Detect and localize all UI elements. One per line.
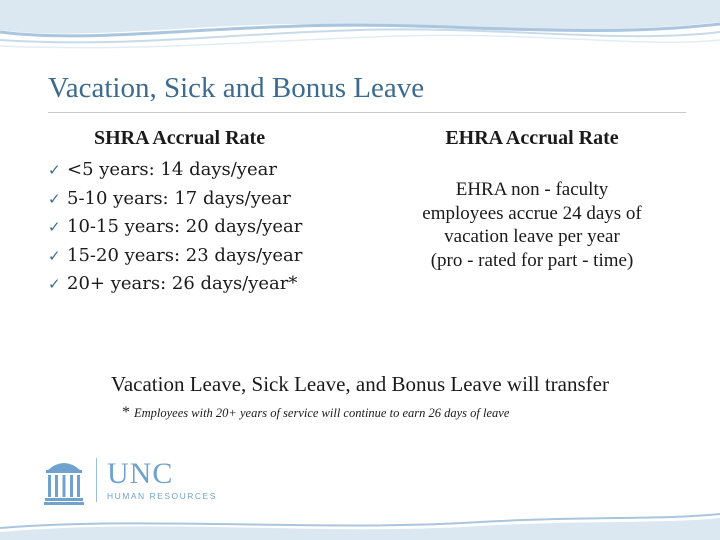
footnote-text: Employees with 20+ years of service will continue to earn 26 days of leave — [134, 406, 510, 420]
shra-accrual-list — [48, 156, 368, 299]
ehra-description — [382, 178, 682, 272]
list-item-text: 15-20 years: 23 days/year — [67, 244, 303, 266]
list-item — [48, 156, 368, 185]
logo-name: UNC — [107, 457, 174, 490]
shra-heading: SHRA Accrual Rate — [94, 127, 266, 149]
checkmark-icon: ✓ — [48, 246, 61, 265]
ehra-description-line: vacation leave per year — [444, 226, 620, 247]
logo-wordmark — [107, 458, 217, 502]
list-item — [48, 185, 368, 214]
checkmark-icon: ✓ — [48, 275, 61, 293]
list-item-text: 10-15 years: 20 days/year — [67, 216, 303, 237]
list-item-text: 20+ years: 26 days/year* — [67, 273, 298, 294]
transfer-note: Vacation Leave, Sick Leave, and Bonus Leave will transfer — [111, 372, 609, 396]
title-divider — [48, 112, 686, 113]
footnote — [122, 404, 509, 422]
checkmark-icon: ✓ — [48, 161, 61, 179]
list-item — [48, 213, 368, 242]
old-well-icon — [44, 454, 84, 506]
slide-title: Vacation, Sick and Bonus Leave — [48, 72, 425, 104]
list-item-text: <5 years: 14 days/year — [67, 159, 277, 180]
list-item — [48, 242, 368, 271]
shra-column — [48, 127, 368, 299]
ehra-column — [382, 127, 682, 272]
unc-hr-logo — [44, 452, 217, 508]
top-wave-decoration — [0, 0, 720, 60]
checkmark-icon: ✓ — [48, 189, 61, 208]
footnote-marker: * — [122, 404, 130, 421]
bottom-wave-decoration — [0, 510, 720, 540]
ehra-description-line: employees accrue 24 days of — [422, 202, 642, 224]
ehra-description-line: (pro - rated for part - time) — [430, 249, 634, 271]
checkmark-icon: ✓ — [48, 218, 61, 236]
ehra-description-line: EHRA non - faculty — [455, 179, 609, 200]
list-item-text: 5-10 years: 17 days/year — [67, 187, 291, 209]
logo-divider — [96, 458, 97, 502]
logo-subtitle: HUMAN RESOURCES — [107, 491, 217, 501]
list-item — [48, 270, 368, 299]
ehra-heading: EHRA Accrual Rate — [445, 127, 619, 149]
